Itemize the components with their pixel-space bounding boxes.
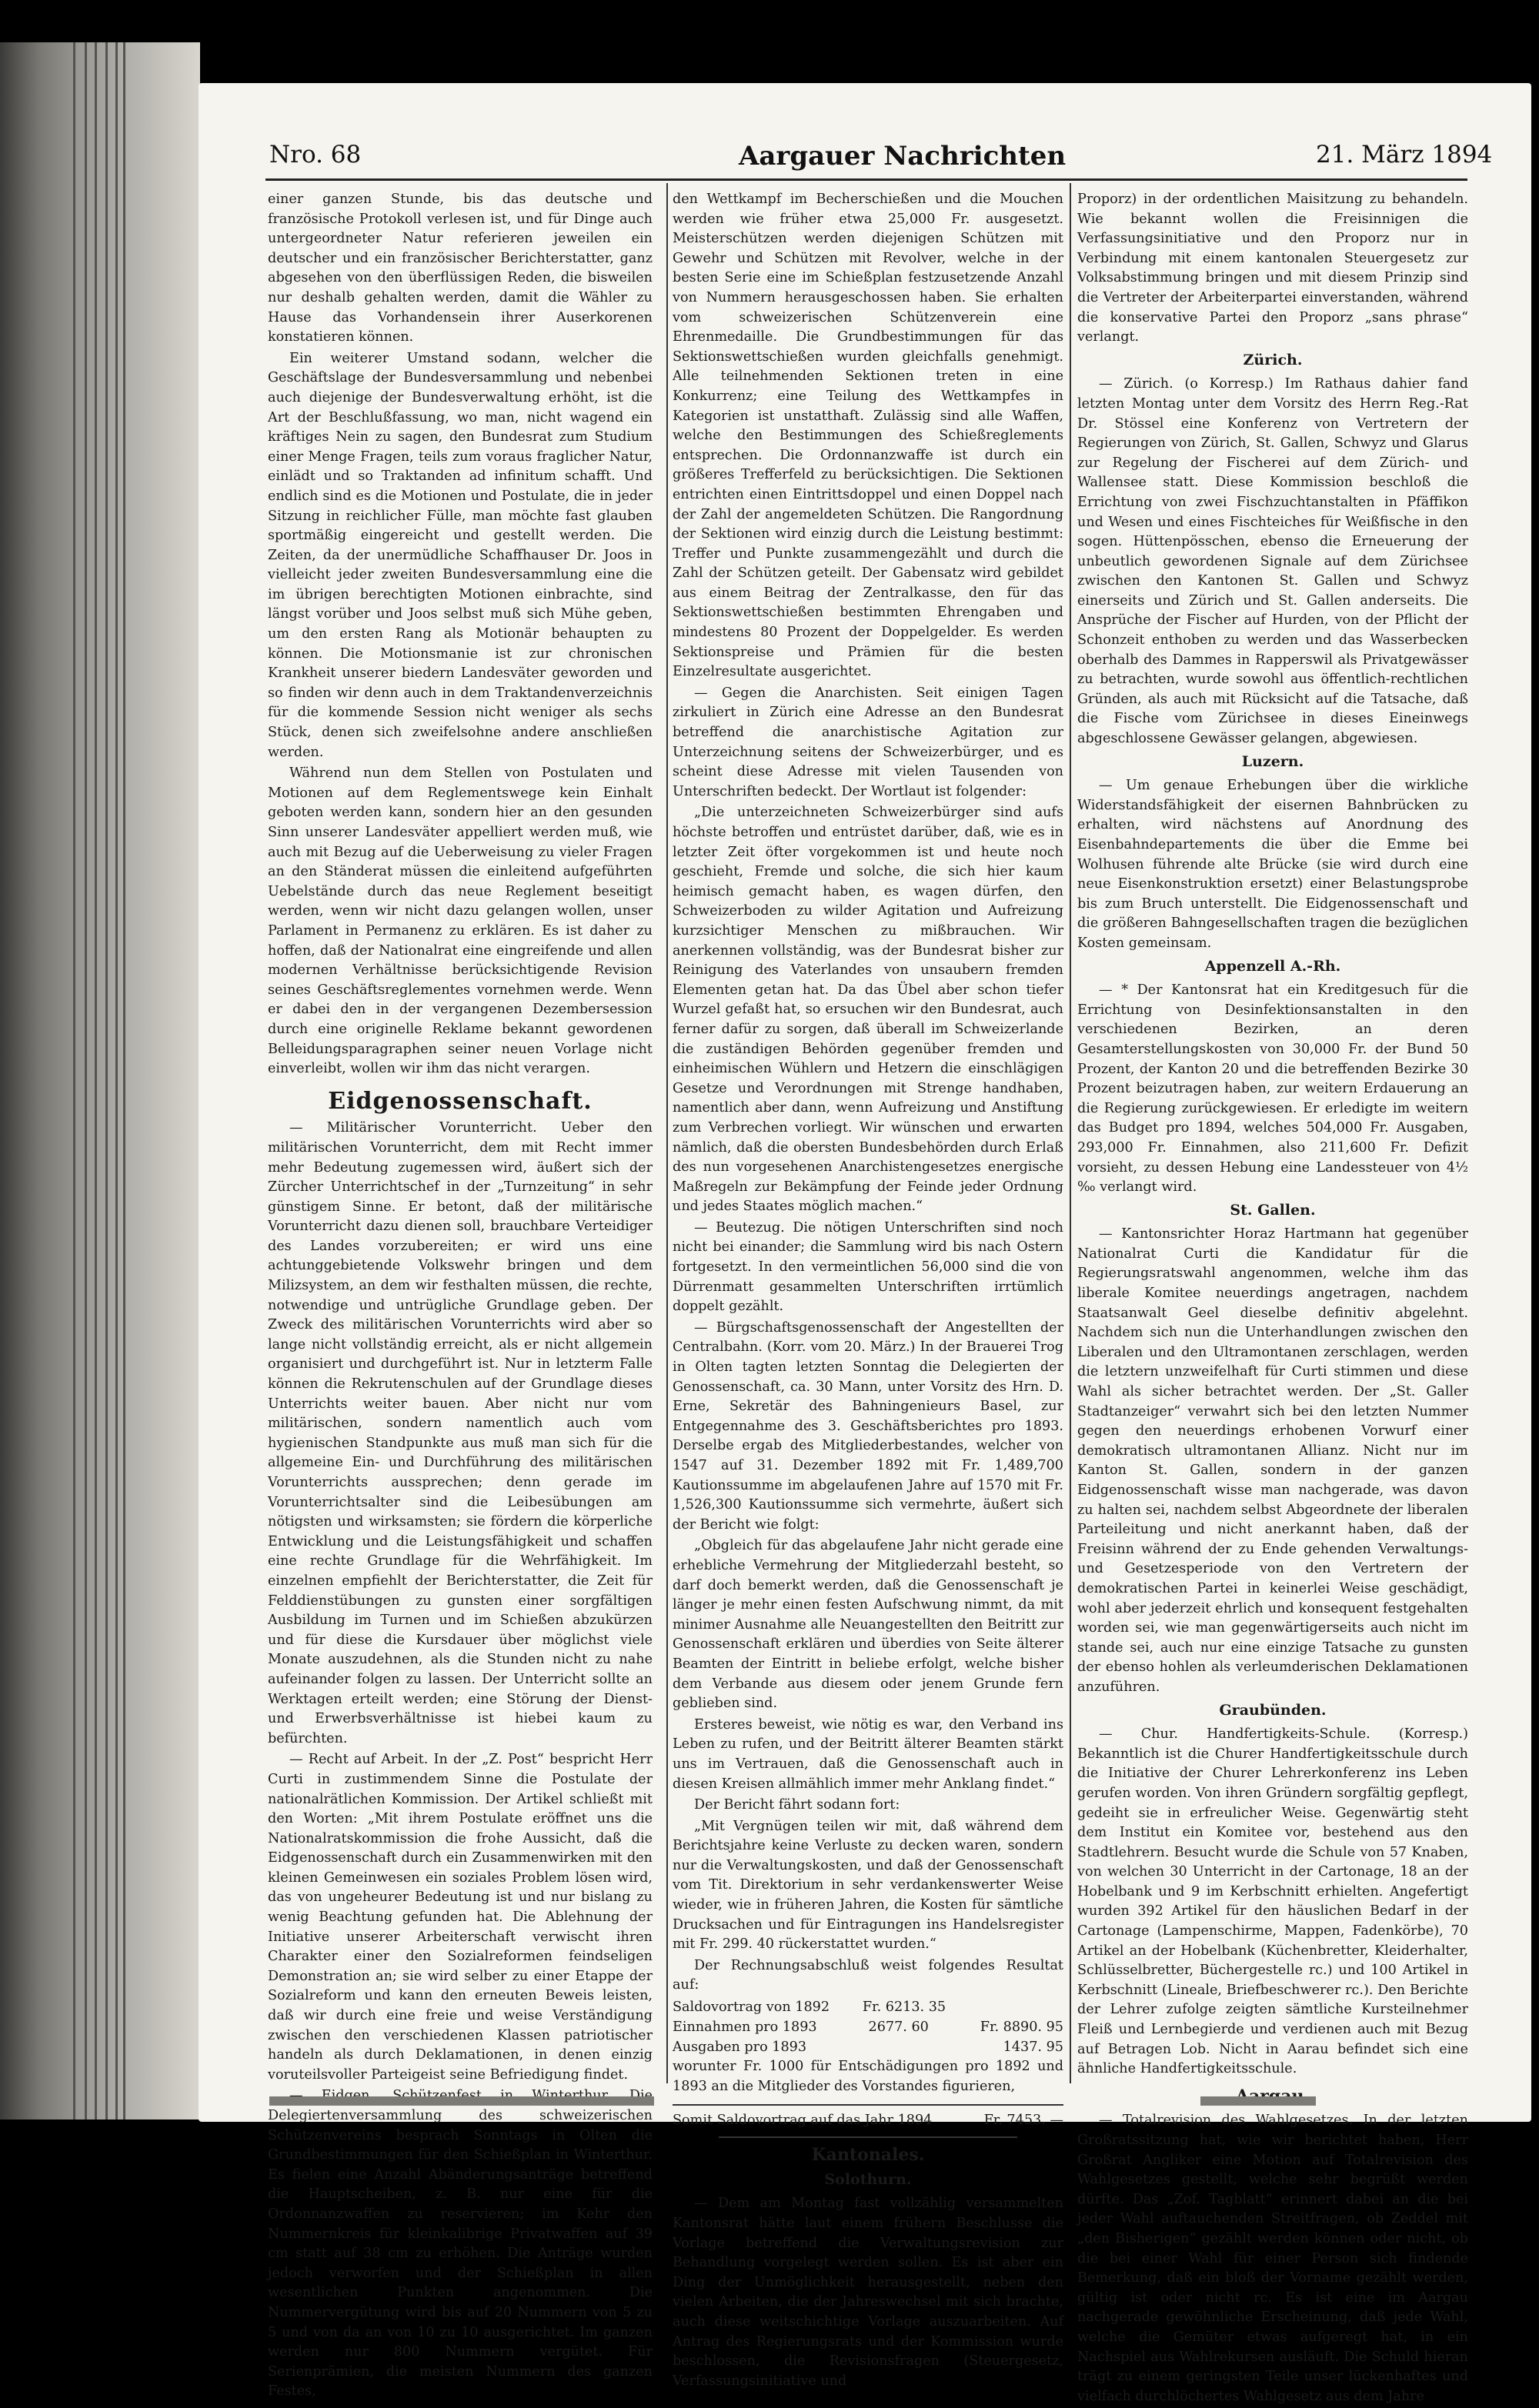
bottom-bleed [269,2096,654,2106]
article-zurich: — Zürich. (o Korresp.) Im Rathaus dahier fand letzten Montag unter dem Vorsitz des Herrn Reg.-Rat Dr. Stössel eine Konferenz von Vertretern der Regierungen von Zürich, St. Gallen, Schwyz und Glarus zur Regelung der Fischerei auf dem Zürich- und Wallensee statt. Diese Kommission beschloß die Errichtung von zwei Fischzuchtanstalten in Pfäffikon und Wesen und eines Fischteiches für Weißfische in den sogen. Hüttenpösschen, ebenso die Erneuerung der unbeutlich gewordenen Signale auf dem Zürichsee zwischen den Kantonen St. Gallen und Schwyz einerseits und Zürich und St. Gallen anderseits. Die Ansprüche der Fischer auf Hurden, von der Pflicht der Schonzeit enthoben zu werden und das Wasserbecken oberhalb des Dammes in Rapperswil als Privatgewässer zu betrachten, wurde sowohl aus öffentlich-rechtlichen Gründen, als auch mit Rücksicht auf die Tatsache, daß die Fische vom Zürichsee in dieses Eineinwegs abgeschlossene Gewässer gelangen, abgewiesen. [1077,376,1468,747]
paragraph: Während nun dem Stellen von Postulaten und Motionen auf dem Reglementswege kein Einhalt geboten werden kann, sondern hier an den gesunden Sinn unserer Landesväter appelliert werden muß, wie auch mit Bezug auf die Ueberweisung zu vieler Fragen an den Ständerat müssen die einleitend aufgeführten Uebelstände durch das neue Reglement beseitigt werden, wenn wir nicht dazu gelangen wollen, unser Parlament in Permanenz zu erklären. Es ist daher zu hoffen, daß der Nationalrat eine eingreifende und allen modernen Verhältnisse berücksichtigende Revision seines Geschäftsreglementes vornehmen werde. Wenn er dabei den in der vergangenen Dezembersession durch eine originelle Reklame bekannt gewordenen Belleidungsparagraphen seiner neuen Vorlage nicht einverleibt, wollen wir ihm das nicht verargen. [268,765,653,1077]
article-appenzell: — * Der Kantonsrat hat ein Kreditgesuch für die Errichtung von Desinfektionsanstalten in den verschiedenen Bezirken, an deren Gesamterstellungskosten von 30,000 Fr. der Bund 50 Prozent, der Kanton 20 und die betreffenden Bezirke 30 Prozent beizutragen haben, zur weitern Erdauerung an die Regierung zurückgewiesen. Er erledigte im weitern das Budget pro 1894, welches 504,000 Fr. Ausgaben, 293,000 Fr. Einnahmen, also 211,600 Fr. Defizit vorsieht, zu dessen Hebung eine Landessteuer von 4½ ‰ verlangt wird. [1077,982,1468,1196]
subheading-solothurn: Solothurn. [824,2170,912,2188]
header-rule [265,178,1467,181]
paragraph: worunter Fr. 1000 für Entschädigungen pro 1892 und 1893 an die Mitglieder des Vorstandes figurieren, [673,2059,1063,2094]
figure-label: Ausgaben pro 1893 [673,2039,807,2056]
quote: „Obgleich für das abgelaufene Jahr nicht gerade eine erhebliche Vermehrung der Mitgliederzahl besteht, so darf doch bemerkt werden, daß die Genossenschaft je länger je mehr einen festen Aufschwung nimmt, da mit minimer Ausnahme alle Neuangestellten den Beitritt zur Genossenschaft erklären und überdies von Seite älterer Beamten der Eintritt in beliebe erfolgt, welche bisher dem Verbande aus diesem oder jenem Grunde fern geblieben sind. [673,1538,1063,1712]
article-recht-auf-arbeit: — Recht auf Arbeit. In der „Z. Post“ bespricht Herr Curti in zustimmendem Sinne die Postulate der nationalrätlichen Kommission. Der Artikel schließt mit den Worten: „Mit ihrem Postulate eröffnet uns die Nationalratskommission die frohe Aussicht, daß die Eidgenossenschaft durch ein Zusammenwirken mit den kleinen Gemeinwesen ein soziales Problem lösen wird, das von ungeheurer Bedeutung ist und nur bislang zu wenig Beachtung gefunden hat. Die Ablehnung der Initiative unserer Arbeiterschaft verwischt ihren Charakter einer den Sozialreformen feindseligen Demonstration an; sie wird selber zu einer Etappe der Sozialreform und kann den erneuten Beweis leisten, daß wir durch eine freie und weise Verständigung zwischen den verschiedenen Klassen patriotischer handeln als durch Deklamationen, in denen einzig voruteilsvoller Parteigeist seine Befriedigung findet. [268,1752,653,2083]
bottom-bleed [1200,2096,1316,2106]
subheading-appenzell: Appenzell A.-Rh. [1204,957,1341,975]
article-graubunden: — Chur. Handfertigkeits-Schule. (Korresp.) Bekanntlich ist die Churer Handfertigkeitsschule durch die Initiative der Churer Lehrerkonferenz ins Leben gerufen worden. Von ihren Gründern sorgfältig gepflegt, gedeiht sie in erfreulicher Weise. Gegenwärtig steht dem Institut ein Komitee vor, bestehend aus den Stadtlehrern. Besucht wurde die Schule von 57 Knaben, von welchen 30 Unterricht in der Cartonage, 18 an der Hobelbank und 9 im Kerbschnitt erhielten. Angefertigt wurden 392 Artikel für den häuslichen Bedarf in der Cartonage (Lampenschirme, Mappen, Fadenkörbe), 70 Artikel an der Hobelbank (Küchenbretter, Kleiderhalter, Schlüsselbretter, Büchergestelle rc.) und 100 Artikel in Kerbschnitt (Lineale, Briefbeschwerer rc.). Den Berichte der Lehrer zufolge zeigten sämtliche Kursteilnehmer Fleiß und Lernbegierde und verdienen auch mit Bezug auf Betragen Lob. Nicht in Aarau befindet sich eine ähnliche Handfertigkeitsschule. [1077,1726,1468,2077]
figure-sum: Fr. 8890. 95 [980,2019,1063,2036]
column-divider [1070,183,1071,2083]
quote: Ersteres beweist, wie nötig es war, den Verband ins Leben zu rufen, und der Beitritt älterer Beamten stärkt uns im Vertrauen, daß die Genossenschaft auch in diesen Kreisen allmählich immer mehr Anklang findet.“ [673,1716,1063,1792]
paragraph: einer ganzen Stunde, bis das deutsche und französische Protokoll verlesen ist, und für Dinge auch untergeordneter Natur referieren jeweilen ein deutscher und ein französischer Berichterstatter, ganz abgesehen von den überflüssigen Reden, die bisweilen nur deshalb gehalten werden, damit die Wähler zu Hause das Vorhandensein ihrer Auserkorenen konstatieren können. [268,192,653,345]
figure-label: Somit Saldovortrag auf das Jahr 1894 [673,2113,933,2129]
divider [673,2104,1063,2106]
divider [719,2136,1017,2138]
figure-value: Fr. 6213. 35 [862,1999,946,2016]
subheading-graubunden: Graubünden. [1219,1701,1327,1719]
figure-label: Einnahmen pro 1893 [673,2019,817,2036]
subheading-zurich: Zürich. [1243,351,1303,369]
article-aargau: — Totalrevision des Wahlgesetzes. In der letzten Großratssitzung hat, wie wir berichtet haben, Herr Großrat Angliker eine Motion auf Totalrevision des Wahlgesetzes gestellt, welche sehr begrüßt werden dürfte. Das „Zof. Tagblatt“ erinnert dabei an die bei jeder Wahl auftauchenden Streitfragen, ob Zeddel mit „den Bisherigen“ gezählt werden können oder nicht, ob die bei einer Wahl für einer Person sich findende Bemerkung, daß ein bloß der Vorname gezählt werden, gültig ist oder nicht rc. Es ist eine im Aargau nachgerade gewöhnliche Erscheinung, daß jede Wahl, welche die Gemüter etwas aufgeregt hat, in ein Nachspiel aus Wahlrekursen ausläuft. Die Schuld hieran trägt zu einem geringsten Teile unser lückenhaftes und vielfach durchlöchertes Wahlgesetz aus dem Jahre [1077,2113,1468,2404]
section-heading-eidgenossenschaft: Eidgenossenschaft. [328,1087,593,1115]
issue-date: 21. März 1894 [1316,141,1493,168]
column-divider [666,183,668,2083]
figure-value: 2677. 60 [868,2019,929,2036]
paragraph: Der Rechnungsabschluß weist folgendes Resultat auf: [673,1957,1063,1993]
article-luzern: — Um genaue Erhebungen über die wirkliche Widerstandsfähigkeit der eisernen Bahnbrücken zu erhalten, wird nächstens auf Anordnung des Eisenbahndepartements die über die Emme bei Wolhusen führende alte Brücke (sie wird durch eine neue Eisenkonstruktion ersetzt) einer Belastungsprobe bis zum Bruch unterstellt. Die Eidgenossenschaft und die größeren Bahngesellschaften tragen die bezüglichen Kosten gemeinsam. [1077,778,1468,951]
column-3 [1077,190,1468,2408]
issue-number: Nro. 68 [269,141,362,168]
article-beutezug: — Beutezug. Die nötigen Unterschriften sind noch nicht bei einander; die Sammlung wird bis nach Ostern fortgesetzt. In den vermeintlichen 56,000 sind die von Dürrenmatt gesammelten Unterschriften irrtümlich doppelt gezählt. [673,1219,1063,1315]
article-schuetzenfest: Delegiertenversammlung des schweizerischen Schützenvereins besprach Sonntags in Olten die Grundbestimmungen für den Schießplan in Winterthur. Es fielen eine Anzahl Abänderungsanträge betreffend die Hauptscheiben, z. B. nur eine für die Ordonnanzwaffen zu reservieren; im Kehr den Nummernkreis für kleinkalibrige Privatwaffen auf 39 cm statt auf 38 cm zu erhöhen. Die Anträge wurden jedoch verworfen und der Schießplan in allen wesentlichen Punkten angenommen. Die Nummervergütung wird bis auf 20 Nummern von 5 zu 5 und von da an von 10 zu 10 ausgerichtet. Im ganzen werden nur 800 Nummern vergütet. Für Serienprämien, die meisten Nummern des ganzen Festes, [268,2108,653,2400]
article-st-gallen: — Kantonsrichter Horaz Hartmann hat gegenüber Nationalrat Curti die Kandidatur für die Regierungsratswahl angenommen, welche ihm das liberale Komitee neuerdings angetragen, nachdem Staatsanwalt Geel dieselbe definitiv abgelehnt. Nachdem sich nun die Unterhandlungen zwischen den Liberalen und den Ultramontanen zerschlagen, werden die letztern unzweifelhaft für Curti stimmen und diese Wahl als sicher betrachtet werden. Der „St. Galler Stadtanzeiger“ verwahrt sich bei den letzten Nummer gegen den neuerdings erhobenen Vorwurf einer demokratisch ultramontanen Allianz. Nicht nur im Kanton St. Gallen, sondern in der ganzen Eidgenossenschaft wisse man nachgerade, was davon zu halten sei, nachdem selbst Abgeordnete der liberalen Parteileitung und nicht anerkannt haben, daß der Freisinn während der zu Ende gehenden Verwaltungs- und Gesetzesperiode von den Vertretern der demokratischen Partei in keinerlei Weise geschädigt, wohl aber jederzeit ehrlich und konsequent festgehalten worden sei, wie man gegenwärtigerseits auch nicht im stande sei, auch nur eine einzige Tatsache zu gunsten der ebenso hohlen als verleumderischen Deklamationen anzuführen. [1077,1226,1468,1695]
section-heading-kantonales: Kantonales. [811,2145,925,2166]
article-buergschaftsgenossenschaft: — Bürgschaftsgenossenschaft der Angestellten der Centralbahn. (Korr. vom 20. März.) In der Brauerei Trog in Olten tagten letzten Sonntag die Delegierten der Genossenschaft, ca. 30 Mann, unter Vorsitz des Hrn. D. Erne, Sekretär des Bahningenieurs Basel, zur Entgegennahme des 3. Geschäftsberichtes pro 1893. Derselbe ergab des Mitgliederbestandes, welcher von 1547 auf 31. Dezember 1892 mit Fr. 1,489,700 Kautionssumme im abgelaufenen Jahre auf 1570 mit Fr. 1,526,300 Kautionssumme sich vermehrte, äußert sich der Bericht wie folgt: [673,1319,1063,1533]
account-total [673,2110,1063,2130]
paragraph: Der Bericht fährt sodann fort: [694,1797,900,1813]
figure-value: Fr. 7453. — [983,2113,1063,2129]
article-solothurn: — Dem am Montag fast vollzählig versammelten Kantonsrat hätte laut einem frühern Beschlusse die Vorlage betreffend die Verwaltungsrevision zur Behandlung vorgelegt werden sollen. Es ist aber ein Ding der Unmöglichkeit herausgestellt, neben den vielen Arbeiten, die der Jahreswechsel mit sich brachte, auch diese weitschichtige Vorlage auszuarbeiten. Auf Antrag des Regierungsrats und der Kommission wurde beschlossen, die Revisionsfragen (Steuergesetz, Verfassungsinitiative und [673,2196,1063,2389]
column-1 [268,190,653,2403]
quote: „Die unterzeichneten Schweizerbürger sind aufs höchste betroffen und entrüstet darüber, daß, wie es in letzter Zeit öfter vorgekommen ist und heute noch geschieht, Fremde und solche, die sich hier kaum heimisch gemacht haben, es wagen dürfen, den Schweizerboden zu wilder Agitation und Aufreizung kurzsichtiger Menschen zu mißbrauchen. Wir anerkennen vollständig, was der Bundesrat bisher zur Reinigung des Vaterlandes von unsaubern fremden Elementen getan hat. Da das Übel aber schon tiefer Wurzel gefaßt hat, so ersuchen wir den Bundesrat, auch ferner dafür zu sorgen, daß überall im Schweizerlande die zuständigen Behörden gegenüber fremden und einheimischen Wühlern und Hetzern die einschlägigen Gesetze und Verordnungen mit Strenge handhaben, namentlich aber dann, wenn Aufreizung und Anstiftung zum Verbrechen vorliegt. Wir wünschen und erwarten nämlich, daß die obersten Bundesbehörden durch Erlaß des nun vorgesehenen Anarchistengesetzes energische Maßregeln zur Bekämpfung der Feinde jeder Ordnung und jedes Staates möglich machen.“ [673,805,1063,1215]
column-2 [673,190,1063,2393]
book-binding-gutter [0,42,200,2120]
quote: „Mit Vergnügen teilen wir mit, daß während dem Berichtsjahre keine Verluste zu decken waren, sondern nur die Verwaltungskosten, und daß der Genossenschaft vom Tit. Direktorium in sehr verdankenswerter Weise wieder, wie in früheren Jahren, die Kosten für sämtliche Drucksachen und für Eintragungen ins Handelsregister mit Fr. 299. 40 rückerstattet wurden.“ [673,1818,1063,1953]
account-figures [673,1997,1063,2057]
paragraph: Ein weiterer Umstand sodann, welcher die Geschäftslage der Bundesversammlung und nebenbei auch diejenige der Bundesverwaltung erhöht, ist die Art der Beschlußfassung, wo man, nicht wagend ein kräftiges Nein zu sagen, den Bundesrat zum Studium einer Menge Fragen, teils zum voraus fraglicher Natur, einlädt und so Traktanden ad infinitum schafft. Und endlich sind es die Motionen und Postulate, die in jeder Sitzung in reichlicher Fülle, man möchte fast glauben sportmäßig eingereicht und gestellt werden. Die Zeiten, da der unermüdliche Schaffhauser Dr. Joos in vielleicht jeder zweiten Bundesversammlung eine die im übrigen berechtigten Motionen einbrachte, sind längst vorüber und Joos selbst muß sich Mühe geben, um den ersten Rang als Motionär behaupten zu können. Die Motionsmanie ist zur chronischen Krankheit unserer biedern Landesväter geworden und so finden wir denn auch in dem Traktandenverzeichnis für die kommende Session nicht weniger als sechs Stück, denen sich zweifelsohne andere anschließen werden. [268,350,653,760]
figure-label: Saldovortrag von 1892 [673,1999,830,2016]
article-anarchisten: — Gegen die Anarchisten. Seit einigen Tagen zirkuliert in Zürich eine Adresse an den Bundesrat betreffend die anarchistische Agitation zur Unterzeichnung seitens der Schweizerbürger, und es scheint diese Adresse mit vielen Tausenden von Unterschriften bedeckt. Der Wortlaut ist folgender: [673,685,1063,799]
newspaper-title: Aargauer Nachrichten [739,141,1067,172]
paragraph: den Wettkampf im Becherschießen und die Mouchen werden wie früher etwa 25,000 Fr. ausgesetzt. Meisterschützen werden diejenigen Schützen mit Gewehr und Schützen mit Revolver, welche in der besten Serie eine im Schießplan festzusetzende Anzahl von Nummern herausgeschossen haben. Sie erhalten vom schweizerischen Schützenverein eine Ehrenmedaille. Die Grundbestimmungen für das Sektionswettschießen wurden gleichfalls genehmigt. Alle teilnehmenden Sektionen treten in eine Konkurrenz; eine Teilung des Wettkampfes in Kategorien ist unstatthaft. Zulässig sind alle Waffen, welche den Bestimmungen des Schießreglements entsprechen. Die Ordonnanzwaffe ist durch ein größeres Trefferfeld zu berücksichtigen. Die Sektionen entrichten einen Eintrittsdoppel und einen Doppel nach der Zahl der angemeldeten Schützen. Die Rangordnung der Sektionen wird einzig durch die Leistung bestimmt: Treffer und Punkte zusammengezählt und durch die Zahl der Schützen geteilt. Der Gabensatz wird gebildet aus einem Beitrag der Zentralkasse, den für das Sektionswettschießen bestimmten Ehrengaben und mindestens 80 Prozent der Doppelgelder. Es werden Sektionspreise und Prämien für die besten Einzelresultate ausgerichtet. [673,192,1063,680]
subheading-st-gallen: St. Gallen. [1230,1201,1316,1219]
subheading-luzern: Luzern. [1241,752,1304,770]
article-militaerischer-vorunterricht: — Militärischer Vorunterricht. Ueber den militärischen Vorunterricht, dem mit Recht immer mehr Bedeutung zugemessen wird, äußert sich der Zürcher Unterrichtschef in der „Turnzeitung“ in sehr günstigem Sinne. Er betont, daß der militärische Vorunterricht dazu dienen soll, brauchbare Verteidiger des Landes vorzubereiten; er wird uns eine achtunggebietende Volkswehr bringen und dem Milizsystem, an dem wir festhalten müssen, die rechte, notwendige und untrügliche Grundlage geben. Der Zweck des militärischen Vorunterrichts wird aber so lange nicht vollständig erreicht, als er nicht allgemein organisiert und durchgeführt ist. Nur in letzterm Falle können die Rekrutenschulen auf der Grundlage dieses Unterrichts weiter bauen. Aber nicht nur vom militärischen, sondern namentlich auch vom hygienischen Standpunkte aus muß man sich für die allgemeine Ein- und Durchführung des militärischen Vorunterrichts aussprechen; denn gerade im Vorunterrichtsalter sind die Leibesübungen am nötigsten und wirksamsten; sie fördern die körperliche Entwicklung und die Leistungsfähigkeit und schaffen eine rechte Grundlage für die Wehrfähigkeit. Im einzelnen empfiehlt der Berichterstatter, die Zeit für Felddienstübungen zu gunsten einer sorgfältigen Ausbildung im Turnen und im Schießen abzukürzen und für diese die Kursdauer über möglichst viele Monate auszudehnen, als die Stunden nicht zu nahe aufeinander folgen zu lassen. Der Unterricht sollte an Werktagen erteilt werden; eine Störung der Dienst- und Erwerbsverhältnisse ist hiebei kaum zu befürchten. [268,1120,653,1746]
figure-value: 1437. 95 [1003,2039,1063,2056]
paragraph: Proporz) in der ordentlichen Maisitzung zu behandeln. Wie bekannt wollen die Freisinnigen die Verfassungsinitiative und den Proporz nur in Verbindung mit einem kantonalen Steuergesetz zur Volksabstimmung bringen und mit diesem Prinzip sind die Vertreter der Arbeiterpartei einverstanden, während die konservative Partei den Proporz „sans phrase“ verlangt. [1077,192,1468,345]
